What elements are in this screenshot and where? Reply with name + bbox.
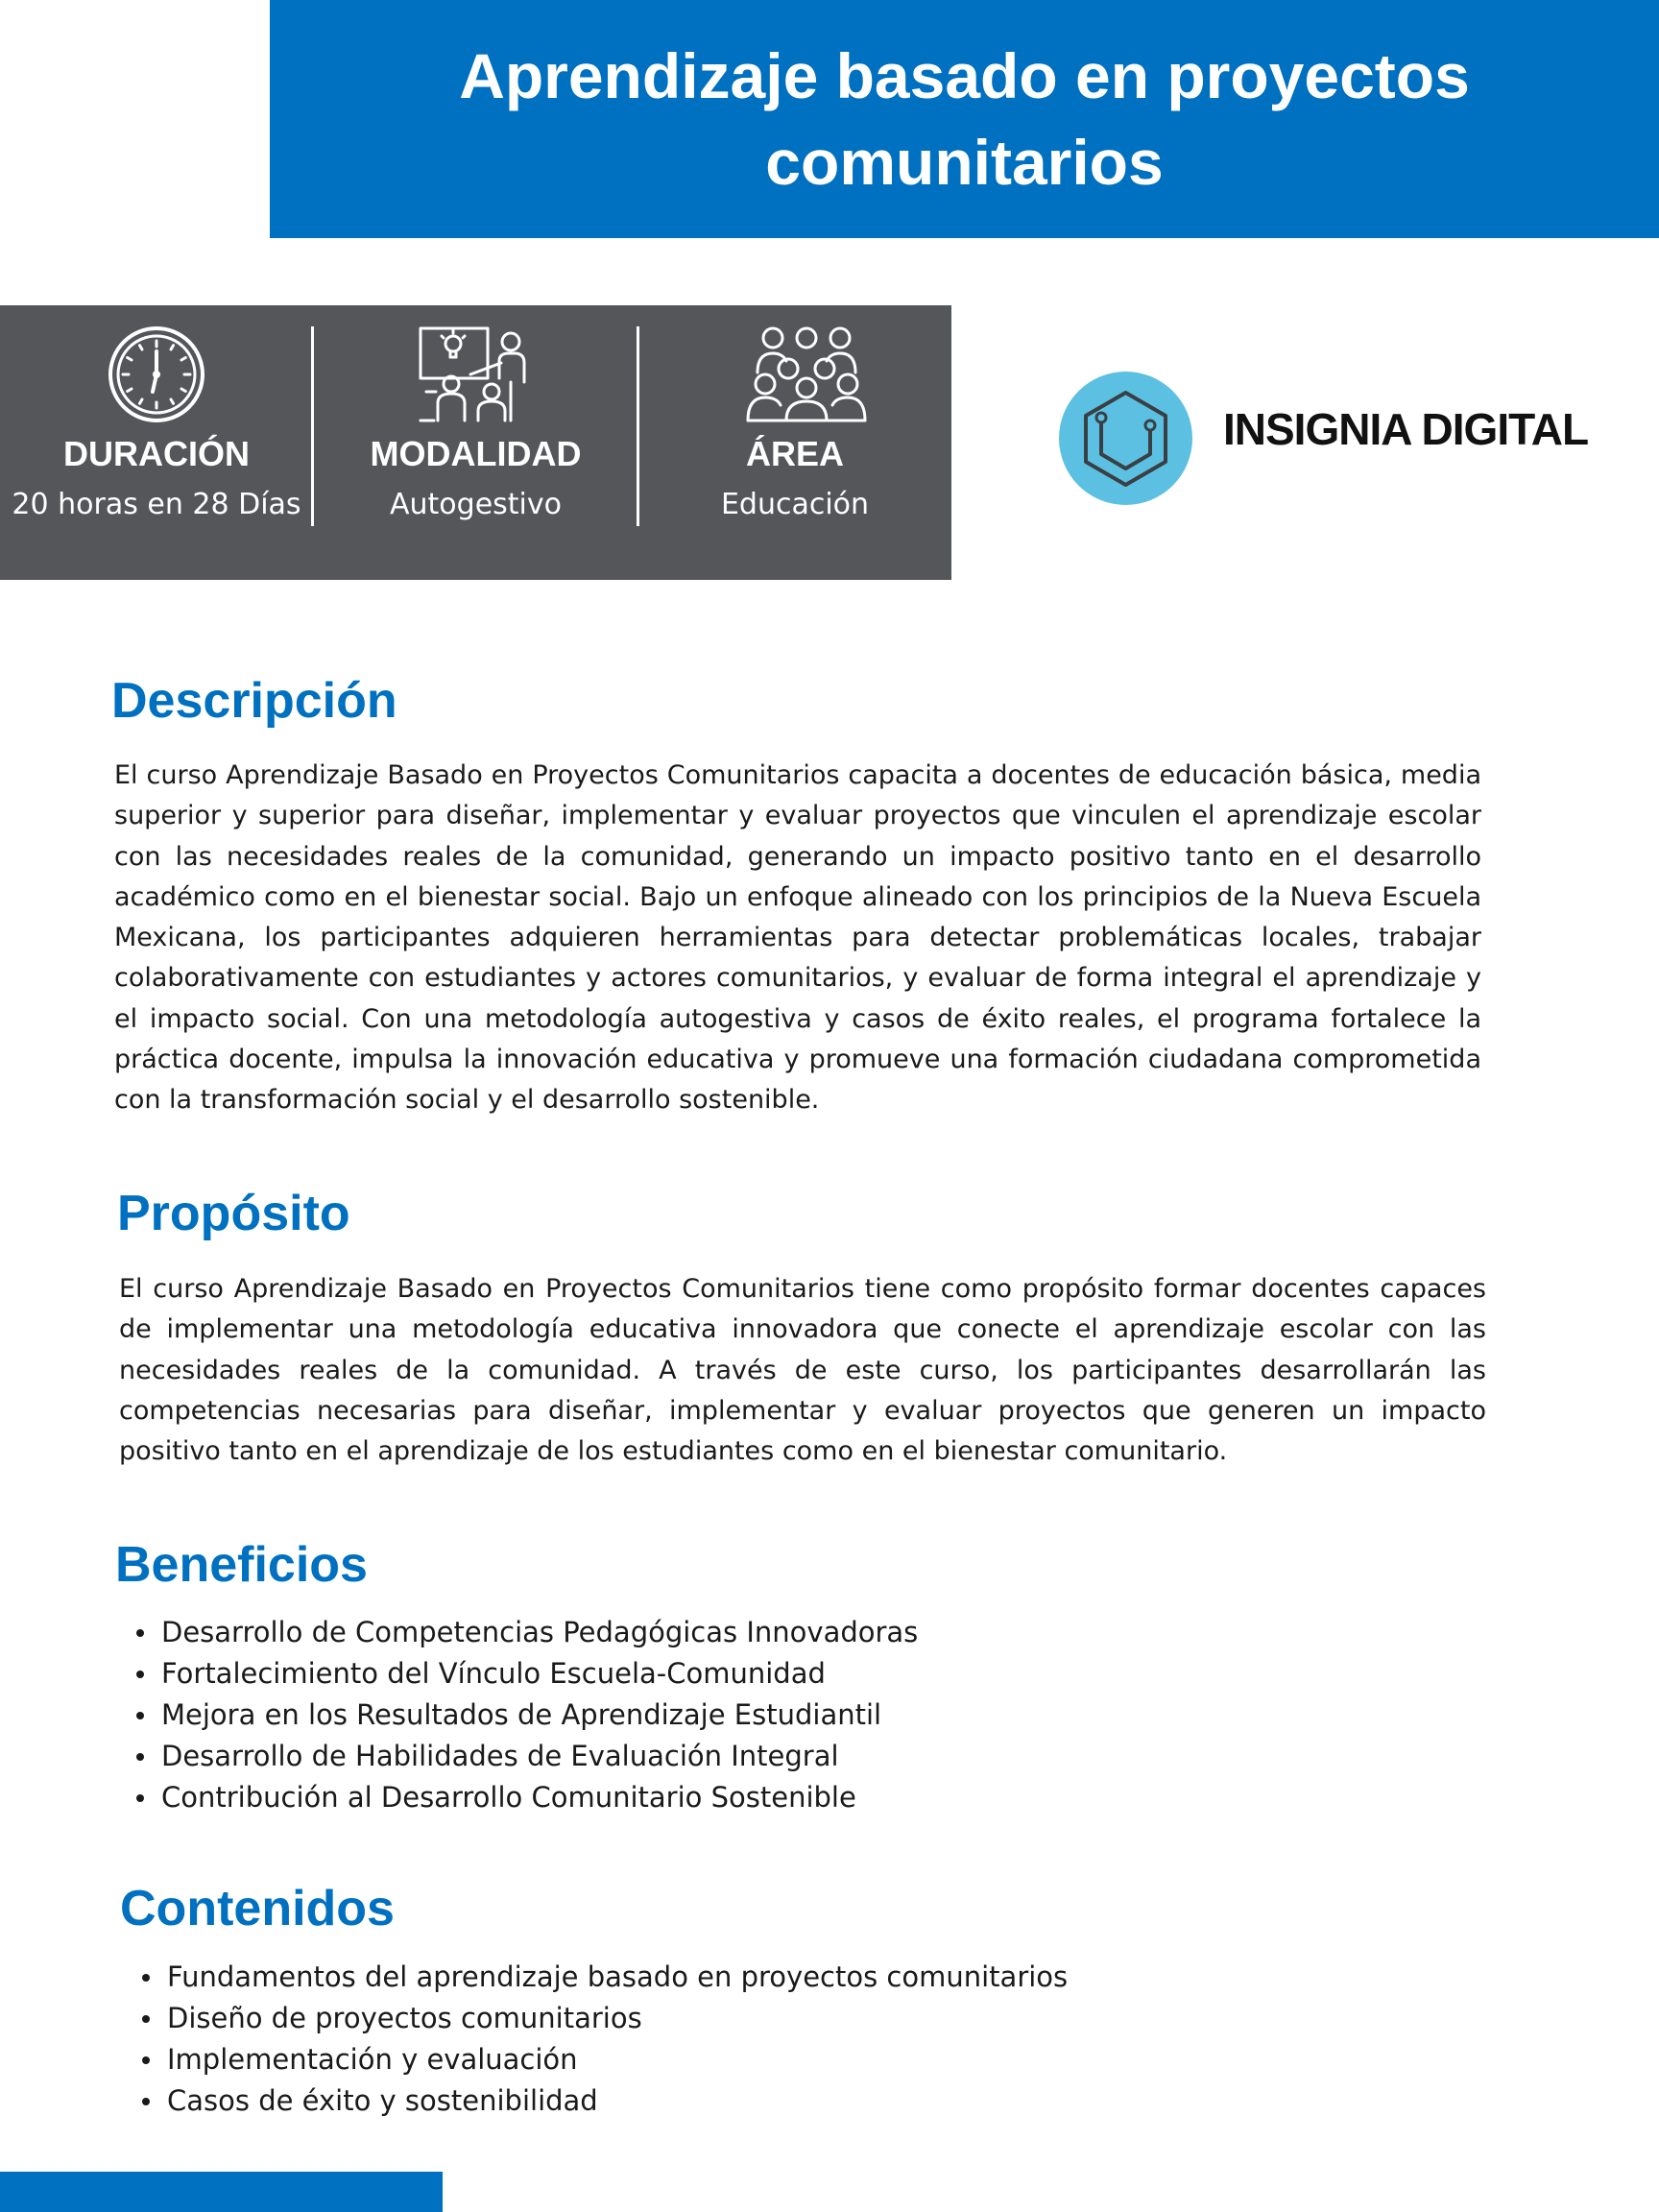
list-item: Diseño de proyectos comunitarios (140, 1998, 1068, 2039)
title-banner (270, 0, 1659, 238)
proposito-heading: Propósito (117, 1186, 350, 1241)
beneficios-list (134, 1612, 918, 1818)
list-item: Desarrollo de Habilidades de Evaluación Integral (134, 1736, 918, 1777)
modality-value: Autogestivo (390, 488, 562, 521)
list-item: Fundamentos del aprendizaje basado en proyectos comunitarios (140, 1957, 1068, 1998)
info-divider-2 (637, 326, 639, 526)
beneficios-heading: Beneficios (115, 1537, 368, 1593)
duration-label: DURACIÓN (63, 434, 250, 473)
page-title-line-1: Aprendizaje basado en proyectos (459, 40, 1470, 111)
footer-accent-bar (0, 2172, 443, 2212)
clock-icon (107, 325, 206, 424)
hexagon-circuit-icon (1059, 372, 1192, 505)
list-item: Implementación y evaluación (140, 2039, 1068, 2080)
list-item: Mejora en los Resultados de Aprendizaje Estudiantil (134, 1695, 918, 1736)
area-block (638, 305, 951, 580)
modality-block (313, 305, 638, 580)
area-label: ÁREA (745, 434, 844, 473)
list-item: Contribución al Desarrollo Comunitario Sostenible (134, 1777, 918, 1818)
contenidos-heading: Contenidos (120, 1881, 395, 1936)
area-value: Educación (720, 488, 870, 521)
list-item: Fortalecimiento del Vínculo Escuela-Comunidad (134, 1653, 918, 1695)
duration-value: 20 horas en 28 Días (12, 488, 301, 521)
duration-block (0, 305, 313, 580)
teacher-presentation-icon (417, 325, 536, 424)
descripcion-heading: Descripción (111, 673, 397, 729)
list-item: Desarrollo de Competencias Pedagógicas Innovadoras (134, 1612, 918, 1653)
insignia-label: INSIGNIA DIGITAL (1223, 404, 1589, 454)
modality-label: MODALIDAD (370, 434, 582, 473)
list-item: Casos de éxito y sostenibilidad (140, 2080, 1068, 2122)
group-people-icon (744, 325, 869, 424)
descripcion-text: El curso Aprendizaje Basado en Proyectos Comunitarios capacita a docentes de educación básica, media superior y superior para diseñar, implementar y evaluar proyectos que vinculen el aprendizaje escolar con las necesidades reales de la comunidad, generando un impacto positivo tanto en el desarrollo académico como en el bienestar social. Bajo un enfoque alineado con los principios de la Nueva Escuela Mexicana, los participantes adquieren herramientas para detectar problemáticas locales, trabajar colaborativamente con estudiantes y actores comunitarios, y evaluar de forma integral el aprendizaje y el impacto social. Con una metodología autogestiva y casos de éxito reales, el programa fortalece la práctica docente, impulsa la innovación educativa y promueve una formación ciudadana comprometida con la transformación social y el desarrollo sostenible. (114, 760, 1481, 1116)
page-title-line-2: comunitarios (765, 127, 1164, 198)
contenidos-list (140, 1957, 1068, 2122)
course-info-panel (0, 305, 951, 580)
proposito-text: El curso Aprendizaje Basado en Proyectos Comunitarios tiene como propósito formar docentes capaces de implementar una metodología educativa innovadora que conecte el aprendizaje escolar con las necesidades reales de la comunidad. A través de este curso, los participantes desarrollarán las competencias necesarias para diseñar, implementar y evaluar proyectos que generen un impacto positivo tanto en el aprendizaje de los estudiantes como en el bienestar comunitario. (119, 1274, 1486, 1467)
insignia-badge (1059, 372, 1192, 505)
info-divider-1 (311, 326, 314, 526)
